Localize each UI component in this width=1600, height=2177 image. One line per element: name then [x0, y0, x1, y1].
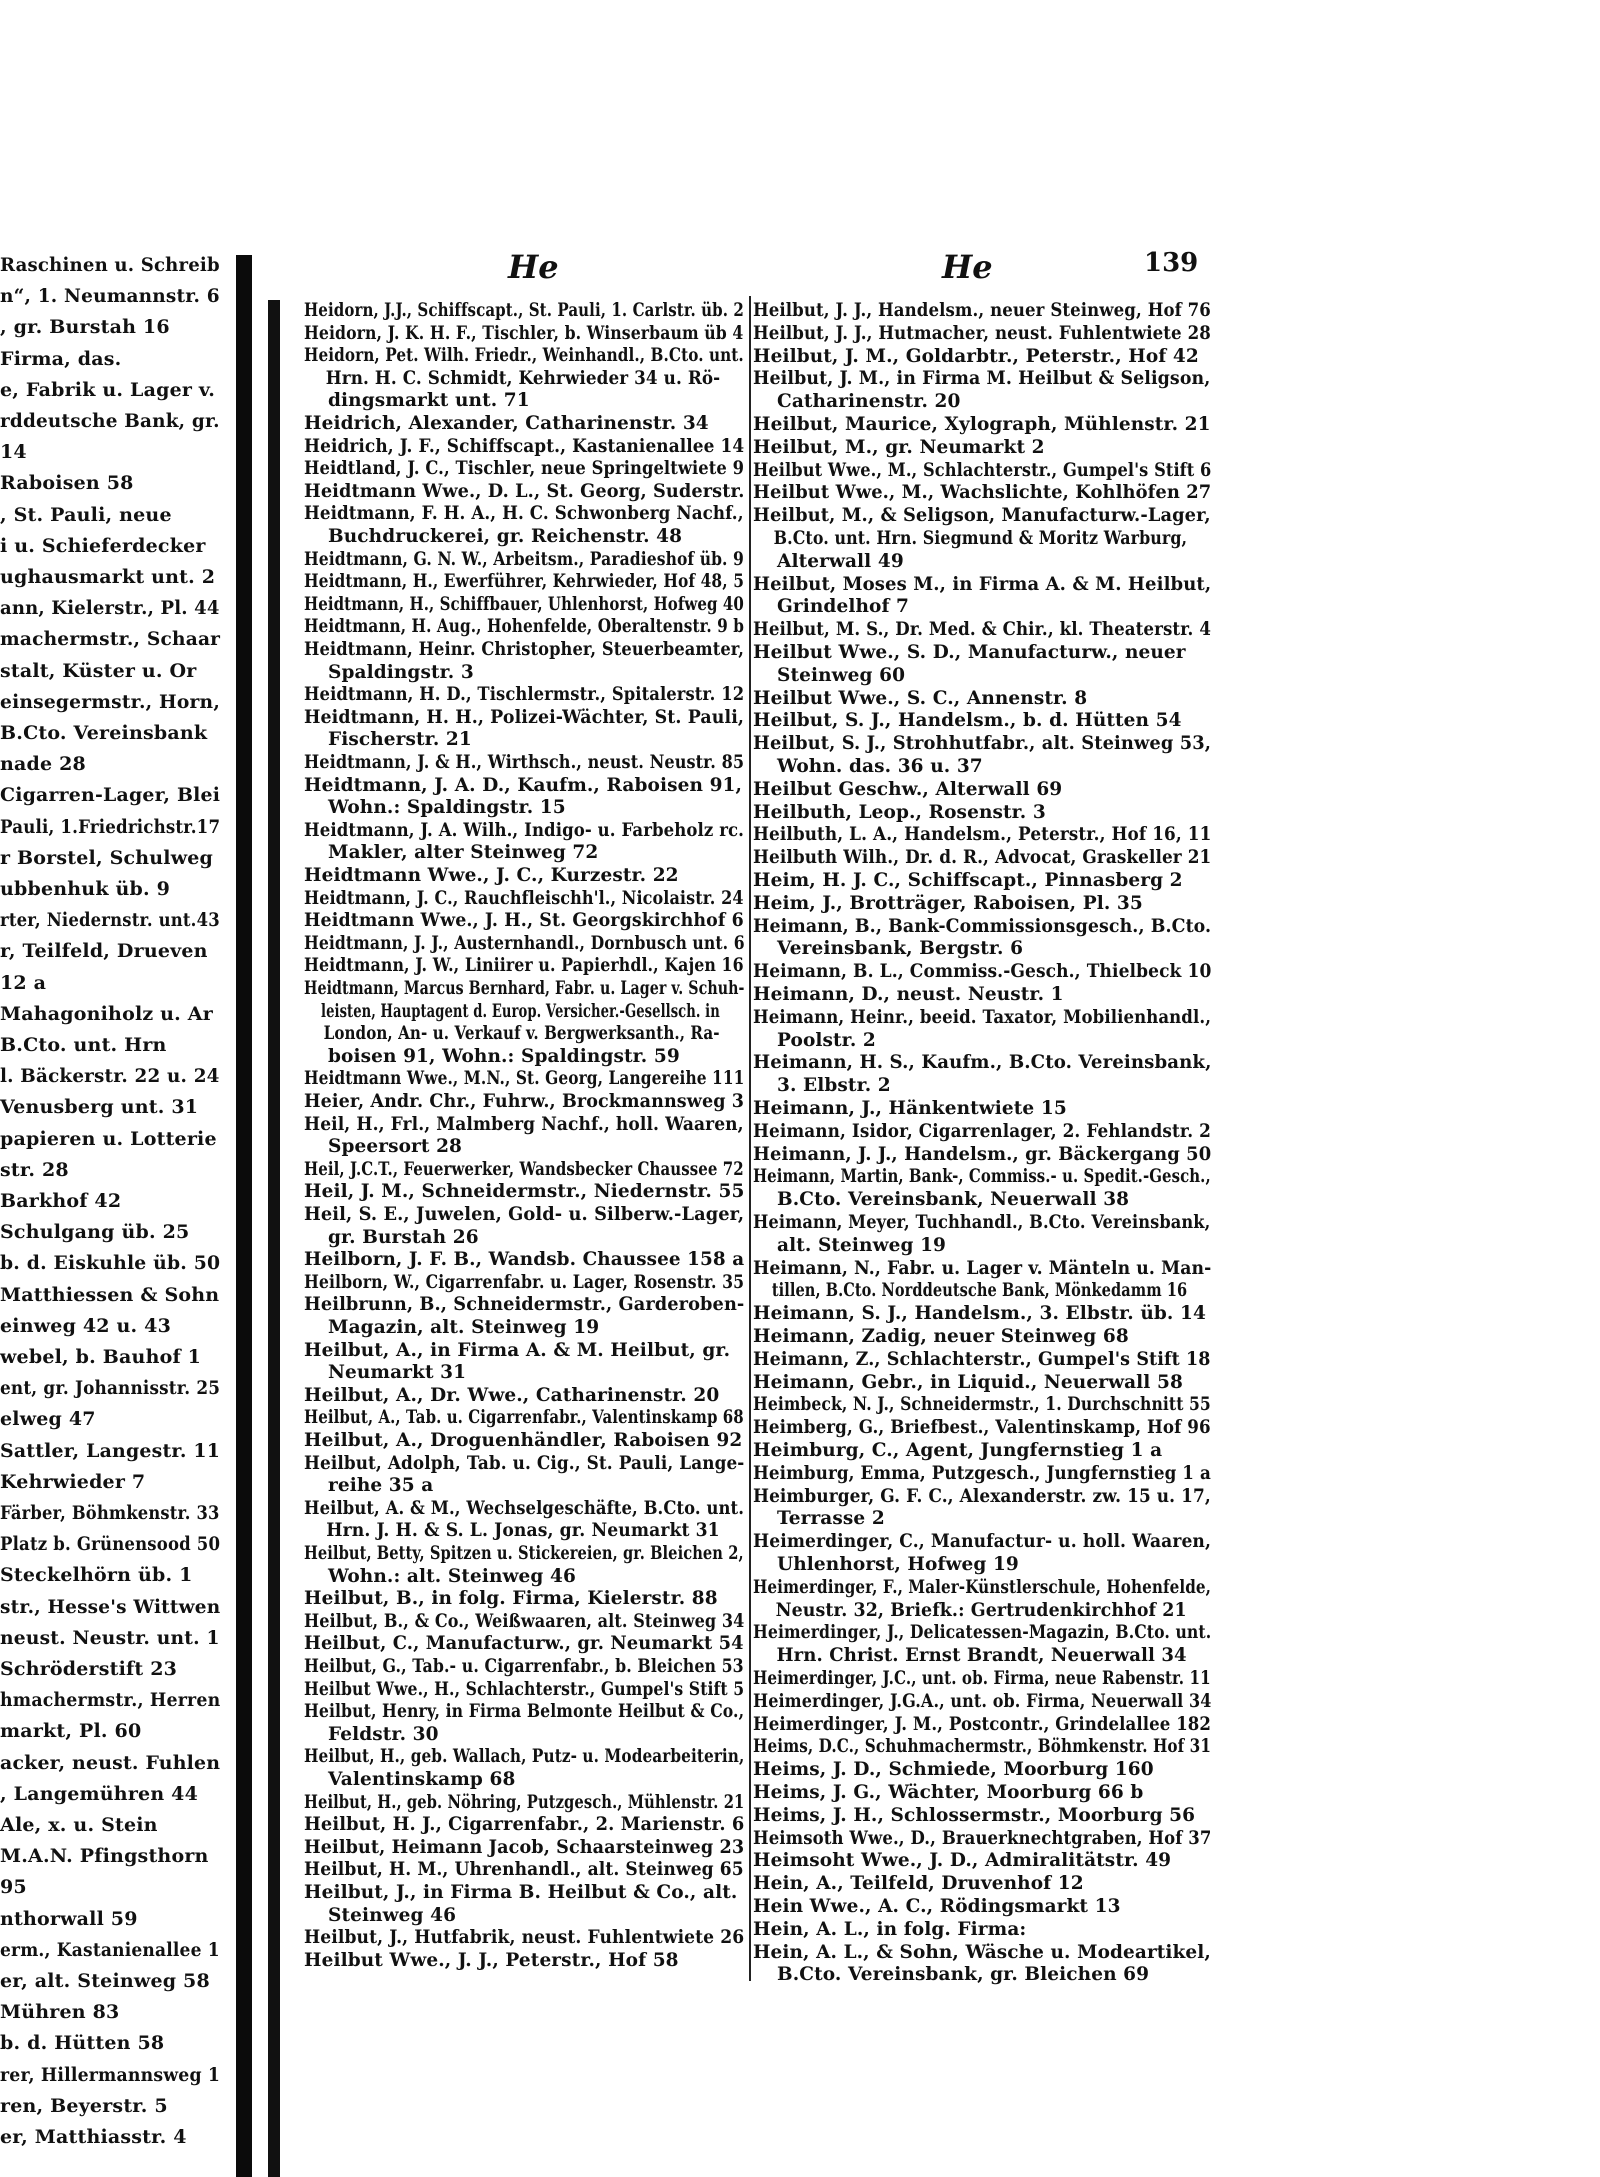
left-page-line: Matthiessen & Sohn	[0, 1283, 220, 1306]
directory-entry: Heidtmann, J. W., Liniirer u. Papierhdl., Kajen 16	[304, 955, 744, 977]
directory-entry: Heims, J. G., Wächter, Moorburg 66 b	[753, 1782, 1144, 1803]
left-page-line: Pauli, 1.Friedrichstr.17	[0, 815, 221, 838]
directory-entry-continuation: leisten, Hauptagent d. Europ. Versicher.-Gesellsch. in	[321, 1000, 720, 1022]
left-page-line: , gr. Burstah 16	[0, 316, 170, 339]
directory-entry: Hein Wwe., A. C., Rödingsmarkt 13	[753, 1896, 1121, 1917]
left-page-line: einweg 42 u. 43	[0, 1314, 172, 1337]
directory-entry: Heilbut, Moses M., in Firma A. & M. Heilbut,	[753, 573, 1212, 595]
left-page-line: Cigarren-Lager, Blei	[0, 784, 221, 807]
directory-entry: Heilbut, A., in Firma A. & M. Heilbut, gr.	[304, 1339, 731, 1361]
directory-entry: Heilbut, H. M., Uhrenhandl., alt. Steinweg 65	[304, 1859, 744, 1881]
left-page-line: M.A.N. Pfingsthorn	[0, 1845, 209, 1868]
directory-entry: Heimann, N., Fabr. u. Lager v. Mänteln u. Man-	[753, 1257, 1212, 1279]
directory-entry: Heidorn, Pet. Wilh. Friedr., Weinhandl., B.Cto. unt.	[304, 345, 744, 367]
directory-entry: Heilbut, J. J., Hutmacher, neust. Fuhlentwiete 28	[753, 322, 1211, 344]
left-page-line: hmachermstr., Herren	[0, 1689, 221, 1712]
directory-entry: Heilbut, Betty, Spitzen u. Stickereien, gr. Bleichen 2,	[304, 1543, 744, 1564]
directory-entry: Heimann, J. J., Handelsm., gr. Bäckergang 50	[753, 1143, 1212, 1165]
directory-entry: Heilbut, Maurice, Xylograph, Mühlenstr. 21	[753, 414, 1211, 435]
directory-entry: Heilbut, Heimann Jacob, Schaarsteinweg 23	[304, 1836, 745, 1858]
left-page-line: ughausmarkt unt. 2	[0, 566, 216, 588]
left-page-line: neust. Neustr. unt. 1	[0, 1626, 220, 1649]
directory-entry: Heimann, Martin, Bank-, Commiss.- u. Spedit.-Gesch.,	[753, 1166, 1211, 1188]
directory-entry: Heidtmann, J. A. D., Kaufm., Raboisen 91,	[304, 774, 743, 796]
left-page-line: acker, neust. Fuhlen	[0, 1751, 221, 1774]
directory-entry-continuation: Magazin, alt. Steinweg 19	[328, 1317, 600, 1338]
directory-entry: Heidtmann, J. J., Austernhandl., Dornbusch unt. 6	[304, 932, 745, 954]
directory-entry: Heilbut Wwe., H., Schlachterstr., Gumpel's Stift 5	[304, 1678, 745, 1700]
left-page-line: b. d. Hütten 58	[0, 2032, 165, 2055]
left-page-line: Mahagoniholz u. Ar	[0, 1002, 213, 1025]
left-page-line: Barkhof 42	[0, 1190, 122, 1212]
directory-entry-continuation: Catharinenstr. 20	[777, 391, 961, 413]
left-page-line: nade 28	[0, 753, 86, 776]
left-page-line: ren, Beyerstr. 5	[0, 2094, 168, 2117]
left-page-line: l. Bäckerstr. 22 u. 24	[0, 1065, 220, 1088]
left-page-line: rter, Niedernstr. unt.43	[0, 909, 220, 932]
directory-entry: Hein, A., Teilfeld, Druvenhof 12	[753, 1873, 1084, 1895]
directory-entry: Heilbut Wwe., S. D., Manufacturw., neuer	[753, 642, 1186, 663]
directory-entry: Heil, J.C.T., Feuerwerker, Wandsbecker Chaussee 72	[304, 1158, 744, 1180]
directory-entry: Heidtmann, J. & H., Wirthsch., neust. Neustr. 85	[304, 752, 745, 773]
left-page-line: er, Matthiasstr. 4	[0, 2126, 187, 2148]
directory-entry: Heil, H., Frl., Malmberg Nachf., holl. Waaren,	[304, 1113, 744, 1135]
left-page-line: str., Hesse's Wittwen	[0, 1595, 221, 1618]
directory-entry-continuation: Makler, alter Steinweg 72	[328, 842, 599, 864]
directory-entry: Heimburg, Emma, Putzgesch., Jungfernstieg 1 a	[753, 1462, 1211, 1484]
directory-entry: Heimann, Isidor, Cigarrenlager, 2. Fehlandstr. 2	[753, 1120, 1211, 1142]
directory-entry-continuation: B.Cto. Vereinsbank, Neuerwall 38	[777, 1189, 1130, 1211]
book-spine-shadow	[236, 255, 252, 2177]
left-page-line: rer, Hillermannsweg 1	[0, 2063, 221, 2086]
directory-entry: Heilbut Geschw., Alterwall 69	[753, 778, 1063, 800]
directory-entry: Heidtmann Wwe., D. L., St. Georg, Suderstr.	[304, 480, 745, 502]
directory-entry-continuation: gr. Burstah 26	[328, 1226, 479, 1248]
left-page-line: papieren u. Lotterie	[0, 1127, 217, 1150]
directory-entry-continuation: Fischerstr. 21	[328, 729, 472, 751]
directory-entry-continuation: Neustr. 32, Briefk.: Gertrudenkirchhof 21	[775, 1599, 1187, 1621]
left-page-line: n“, 1. Neumannstr. 6	[0, 285, 220, 308]
left-page-line: b. d. Eiskuhle üb. 50	[0, 1252, 221, 1275]
directory-entry: Heilborn, W., Cigarrenfabr. u. Lager, Rosenstr. 35	[304, 1271, 745, 1293]
left-page-line: ent, gr. Johannisstr. 25	[0, 1377, 221, 1400]
directory-entry-continuation: Spaldingstr. 3	[328, 661, 474, 683]
directory-entry: Heimsoth Wwe., D., Brauerknechtgraben, Hof 37	[753, 1827, 1212, 1849]
directory-entry: Heimann, Heinr., beeid. Taxator, Mobilienhandl.,	[753, 1006, 1212, 1028]
directory-entry: Heilbut Wwe., M., Schlachterstr., Gumpel's Stift 6	[753, 459, 1212, 481]
directory-entry-continuation: boisen 91, Wohn.: Spaldingstr. 59	[328, 1045, 680, 1067]
left-page-line: 95	[0, 1876, 27, 1899]
directory-entry: Heilbut, Adolph, Tab. u. Cig., St. Pauli, Lange-	[304, 1452, 745, 1474]
directory-entry: Heim, H. J. C., Schiffscapt., Pinnasberg 2	[753, 870, 1183, 891]
directory-entry-continuation: London, An- u. Verkauf v. Bergwerksanth., Ra-	[323, 1023, 720, 1045]
left-page-line: Schulgang üb. 25	[0, 1221, 190, 1244]
left-page-line: r, Teilfeld, Drueven	[0, 940, 208, 963]
directory-entry-continuation: Wohn. das. 36 u. 37	[777, 756, 983, 777]
column-divider	[749, 296, 751, 1981]
directory-entry: Hein, A. L., in folg. Firma:	[753, 1918, 1027, 1940]
directory-entry: Heilbut, H. J., Cigarrenfabr., 2. Marienstr. 6	[304, 1814, 745, 1836]
left-page-line: r Borstel, Schulweg	[0, 846, 214, 869]
directory-entry-continuation: Hrn. H. C. Schmidt, Kehrwieder 34 u. Rö-	[325, 367, 721, 389]
directory-entry: Heilbut, A., Tab. u. Cigarrenfabr., Valentinskamp 68	[304, 1407, 744, 1429]
directory-entry: Heidtmann, Marcus Bernhard, Fabr. u. Lager v. Schuh-	[304, 978, 745, 999]
directory-entry-continuation: Buchdruckerei, gr. Reichenstr. 48	[328, 526, 683, 547]
left-page-line: , Langemühren 44	[0, 1782, 198, 1805]
directory-entry: Heimerdinger, J.G.A., unt. ob. Firma, Neuerwall 34	[753, 1690, 1212, 1712]
directory-entry: Heidtmann, H. Aug., Hohenfelde, Oberaltenstr. 9 b	[304, 616, 745, 638]
directory-entry: Heidtmann Wwe., J. C., Kurzestr. 22	[304, 865, 679, 886]
directory-entry: Heilbut, B., in folg. Firma, Kielerstr. 88	[304, 1588, 718, 1610]
directory-entry: Heilbut, H., geb. Wallach, Putz- u. Modearbeiterin,	[304, 1746, 745, 1768]
directory-entry-continuation: Neumarkt 31	[328, 1362, 467, 1384]
directory-entry-continuation: Uhlenhorst, Hofweg 19	[777, 1554, 1019, 1575]
left-page-line: 12 a	[0, 971, 47, 994]
directory-entry-continuation: Grindelhof 7	[777, 596, 910, 618]
directory-entry: Heilbut, J., Hutfabrik, neust. Fuhlentwiete 26	[304, 1927, 745, 1949]
left-page-line: str. 28	[0, 1158, 69, 1181]
left-page-line: elweg 47	[0, 1408, 96, 1431]
directory-entry-continuation: 3. Elbstr. 2	[777, 1075, 891, 1097]
left-page-line: machermstr., Schaar	[0, 628, 221, 651]
left-page-line: Sattler, Langestr. 11	[0, 1439, 221, 1462]
directory-entry: Heidtmann, H. H., Polizei-Wächter, St. Pauli,	[304, 706, 745, 728]
directory-entry: Heimbeck, N. J., Schneidermstr., 1. Durchschnitt 55	[753, 1394, 1211, 1416]
left-page-line: Schröderstift 23	[0, 1658, 178, 1680]
left-page-line: stalt, Küster u. Or	[0, 659, 197, 682]
directory-entry: Heimann, Meyer, Tuchhandl., B.Cto. Vereinsbank,	[753, 1212, 1211, 1233]
left-page-line: markt, Pl. 60	[0, 1720, 142, 1743]
directory-entry: Heimann, J., Hänkentwiete 15	[753, 1098, 1067, 1119]
directory-entry: Heilbut, C., Manufacturw., gr. Neumarkt 54	[304, 1633, 744, 1655]
left-page-line: Steckelhörn üb. 1	[0, 1564, 193, 1587]
directory-entry: Hein, A. L., & Sohn, Wäsche u. Modeartikel,	[753, 1941, 1211, 1963]
directory-entry-continuation: Hrn. Christ. Ernst Brandt, Neuerwall 34	[776, 1645, 1187, 1667]
directory-entry: Heidtmann, H. D., Tischlermstr., Spitalerstr. 12	[304, 684, 745, 706]
directory-entry: Heimann, Zadig, neuer Steinweg 68	[753, 1326, 1129, 1347]
directory-entry: Heidrich, Alexander, Catharinenstr. 34	[304, 413, 709, 434]
directory-entry: Heilbuth Wilh., Dr. d. R., Advocat, Graskeller 21	[753, 847, 1212, 869]
directory-entry: Heilbuth, L. A., Handelsm., Peterstr., Hof 16, 11	[753, 824, 1212, 846]
directory-entry: Heimberg, G., Briefbest., Valentinskamp, Hof 96	[753, 1417, 1211, 1439]
running-header-right: He	[942, 248, 993, 286]
directory-entry-continuation: dingsmarkt unt. 71	[328, 390, 530, 412]
directory-entry: Heidtmann Wwe., M.N., St. Georg, Langereihe 111	[304, 1068, 745, 1090]
directory-entry: Heilbut, J. M., in Firma M. Heilbut & Seligson,	[753, 368, 1211, 390]
left-page-line: rddeutsche Bank, gr.	[0, 410, 220, 432]
book-gutter-shadow	[268, 300, 280, 2177]
directory-entry-continuation: Alterwall 49	[777, 550, 904, 572]
directory-entry: Heidtmann, H., Ewerführer, Kehrwieder, Hof 48, 5	[304, 571, 745, 593]
left-page-line: Firma, das.	[0, 347, 122, 370]
directory-entry: Heimburger, G. F. C., Alexanderstr. zw. 15 u. 17,	[753, 1485, 1211, 1507]
directory-entry: Heilbut, M., gr. Neumarkt 2	[753, 436, 1045, 458]
directory-entry: Heilbut, A., Droguenhändler, Raboisen 92	[304, 1430, 743, 1451]
directory-entry: Heidtmann, J. C., Rauchfleischh'l., Nicolaistr. 24	[304, 887, 744, 909]
left-page-line: e, Fabrik u. Lager v.	[0, 378, 216, 401]
directory-entry-continuation: Poolstr. 2	[777, 1029, 876, 1051]
directory-entry-continuation: B.Cto. unt. Hrn. Siegmund & Moritz Warburg,	[773, 528, 1188, 549]
running-header-left: He	[508, 248, 559, 286]
directory-entry-continuation: Valentinskamp 68	[328, 1769, 516, 1790]
directory-entry: Heim, J., Brotträger, Raboisen, Pl. 35	[753, 892, 1143, 914]
left-page-line: Raschinen u. Schreib	[0, 254, 220, 276]
directory-entry: Heilbut, S. J., Handelsm., b. d. Hütten 54	[753, 710, 1182, 732]
directory-entry: Heimerdinger, C., Manufactur- u. holl. Waaren,	[753, 1531, 1212, 1553]
directory-entry: Heimann, S. J., Handelsm., 3. Elbstr. üb. 14	[753, 1303, 1206, 1325]
directory-entry: Heims, J. D., Schmiede, Moorburg 160	[753, 1759, 1154, 1781]
directory-entry: Heilbut Wwe., J. J., Peterstr., Hof 58	[304, 1949, 679, 1971]
left-page-line: ann, Kielerstr., Pl. 44	[0, 597, 220, 620]
left-page-line: Platz b. Grünensood 50	[0, 1533, 221, 1556]
directory-entry: Heilbut, J., in Firma B. Heilbut & Co., alt.	[304, 1882, 738, 1903]
directory-entry: Heidorn, J. K. H. F., Tischler, b. Winserbaum üb 4	[304, 322, 744, 344]
directory-entry: Heimburg, C., Agent, Jungfernstieg 1 a	[753, 1440, 1163, 1461]
directory-entry: Heimerdinger, J.C., unt. ob. Firma, neue Rabenstr. 11	[753, 1668, 1211, 1689]
directory-entry: Heilborn, J. F. B., Wandsb. Chaussee 158 a	[304, 1249, 745, 1271]
left-page-line: 14	[0, 441, 27, 464]
directory-entry: Heims, J. H., Schlossermstr., Moorburg 56	[753, 1804, 1196, 1826]
directory-entry: Heimann, Gebr., in Liquid., Neuerwall 58	[753, 1371, 1183, 1393]
directory-entry: Heidtmann Wwe., J. H., St. Georgskirchhof 6	[304, 910, 744, 932]
directory-entry-continuation: Speersort 28	[328, 1136, 463, 1158]
directory-entry: Heidtmann, Heinr. Christopher, Steuerbeamter,	[304, 639, 745, 660]
directory-entry: Heil, S. E., Juwelen, Gold- u. Silberw.-Lager,	[304, 1204, 745, 1225]
directory-entry: Heilbrunn, B., Schneidermstr., Garderoben-	[304, 1294, 745, 1316]
directory-entry: Heimann, B., Bank-Commissionsgesch., B.Cto.	[753, 915, 1212, 937]
directory-entry: Heimann, H. S., Kaufm., B.Cto. Vereinsbank,	[753, 1052, 1212, 1074]
left-page-line: Raboisen 58	[0, 472, 134, 495]
directory-entry-continuation: Steinweg 60	[777, 664, 906, 686]
directory-entry: Heimann, Z., Schlachterstr., Gumpel's Stift 18	[753, 1348, 1211, 1370]
directory-entry-continuation: Feldstr. 30	[328, 1723, 439, 1745]
left-page-line: erm., Kastanienallee 1	[0, 1938, 220, 1961]
directory-entry: Heidtmann, J. A. Wilh., Indigo- u. Farbeholz rc.	[304, 819, 745, 841]
directory-entry: Heimerdinger, J. M., Postcontr., Grindelallee 182	[753, 1713, 1212, 1735]
directory-entry: Heidtmann, H., Schiffbauer, Uhlenhorst, Hofweg 40	[304, 593, 744, 615]
directory-entry-continuation: tillen, B.Cto. Norddeutsche Bank, Mönkedamm 16	[771, 1280, 1188, 1302]
directory-entry: Heilbut, H., geb. Nöhring, Putzgesch., Mühlenstr. 21	[304, 1791, 745, 1813]
directory-entry-continuation: reihe 35 a	[328, 1475, 434, 1497]
directory-entry: Heilbut Wwe., S. C., Annenstr. 8	[753, 687, 1088, 709]
left-page-fragment	[0, 240, 224, 2177]
directory-entry-continuation: Steinweg 46	[328, 1904, 457, 1926]
page-number: 139	[1144, 248, 1199, 278]
directory-entry-continuation: Terrasse 2	[777, 1508, 885, 1530]
directory-entry-continuation: B.Cto. Vereinsbank, gr. Bleichen 69	[777, 1964, 1150, 1986]
directory-entry: Heilbut, J. M., Goldarbtr., Peterstr., Hof 42	[753, 345, 1199, 367]
directory-entry: Heilbut, A., Dr. Wwe., Catharinenstr. 20	[304, 1384, 720, 1406]
directory-entry-continuation: alt. Steinweg 19	[777, 1234, 947, 1256]
directory-entry: Heilbut, B., & Co., Weißwaaren, alt. Steinweg 34	[304, 1610, 745, 1632]
directory-entry: Heimann, B. L., Commiss.-Gesch., Thielbeck 10	[753, 961, 1212, 983]
directory-entry: Heidorn, J.J., Schiffscapt., St. Pauli, 1. Carlstr. üb. 2	[304, 300, 744, 321]
left-page-line: B.Cto. unt. Hrn	[0, 1034, 167, 1056]
directory-entry: Heidtmann, G. N. W., Arbeitsm., Paradieshof üb. 9	[304, 548, 744, 570]
directory-entry: Heidtland, J. C., Tischler, neue Springeltwiete 9	[304, 458, 745, 480]
left-page-line: Ale, x. u. Stein	[0, 1814, 158, 1836]
left-page-line: ubbenhuk üb. 9	[0, 878, 171, 900]
directory-entry: Heilbut, M., & Seligson, Manufacturw.-Lager,	[753, 505, 1211, 527]
left-page-line: Kehrwieder 7	[0, 1470, 146, 1493]
left-page-line: Mühren 83	[0, 2001, 120, 2024]
left-page-line: Venusberg unt. 31	[0, 1096, 199, 1119]
directory-entry-continuation: Hrn. J. H. & S. L. Jonas, gr. Neumarkt 31	[326, 1520, 720, 1542]
left-page-line: er, alt. Steinweg 58	[0, 1970, 210, 1992]
directory-entry-continuation: Vereinsbank, Bergstr. 6	[777, 938, 1024, 960]
left-page-line: B.Cto. Vereinsbank	[0, 722, 208, 744]
directory-entry: Heil, J. M., Schneidermstr., Niedernstr. 55	[304, 1181, 745, 1203]
directory-entry: Heidtmann, F. H. A., H. C. Schwonberg Nachf.,	[304, 503, 744, 525]
directory-entry: Heier, Andr. Chr., Fuhrw., Brockmannsweg 3	[304, 1091, 745, 1112]
directory-entry: Heims, D.C., Schuhmachermstr., Böhmkenstr. Hof 31	[753, 1736, 1211, 1758]
directory-entry-continuation: Wohn.: alt. Steinweg 46	[328, 1565, 576, 1587]
directory-entry: Heilbuth, Leop., Rosenstr. 3	[753, 801, 1046, 823]
left-page-line: i u. Schieferdecker	[0, 534, 206, 557]
left-page-line: Färber, Böhmkenstr. 33	[0, 1502, 220, 1524]
directory-entry: Heidrich, J. F., Schiffscapt., Kastanienallee 14	[304, 435, 745, 457]
directory-entry: Heilbut, S. J., Strohhutfabr., alt. Steinweg 53,	[753, 733, 1212, 755]
directory-entry: Heilbut, M. S., Dr. Med. & Chir., kl. Theaterstr. 4	[753, 619, 1212, 641]
left-page-line: , St. Pauli, neue	[0, 503, 172, 526]
directory-entry: Heilbut, A. & M., Wechselgeschäfte, B.Cto. unt.	[304, 1497, 745, 1519]
directory-entry: Heimsoht Wwe., J. D., Admiralitätstr. 49	[753, 1850, 1172, 1872]
directory-entry: Heilbut, G., Tab.- u. Cigarrenfabr., b. Bleichen 53	[304, 1656, 744, 1677]
left-page-line: einsegermstr., Horn,	[0, 690, 221, 713]
directory-entry: Heilbut, J. J., Handelsm., neuer Steinweg, Hof 76	[753, 300, 1211, 321]
left-page-line: nthorwall 59	[0, 1907, 138, 1930]
directory-entry: Heimerdinger, F., Maler-Künstlerschule, Hohenfelde,	[753, 1576, 1212, 1598]
left-page-line: webel, b. Bauhof 1	[0, 1346, 202, 1368]
directory-entry: Heimerdinger, J., Delicatessen-Magazin, B.Cto. unt.	[753, 1622, 1212, 1644]
directory-entry: Heilbut, Henry, in Firma Belmonte Heilbut & Co.,	[304, 1701, 745, 1723]
directory-entry: Heimann, D., neust. Neustr. 1	[753, 984, 1064, 1005]
directory-entry: Heilbut Wwe., M., Wachslichte, Kohlhöfen 27	[753, 482, 1212, 504]
directory-entry-continuation: Wohn.: Spaldingstr. 15	[328, 797, 566, 819]
